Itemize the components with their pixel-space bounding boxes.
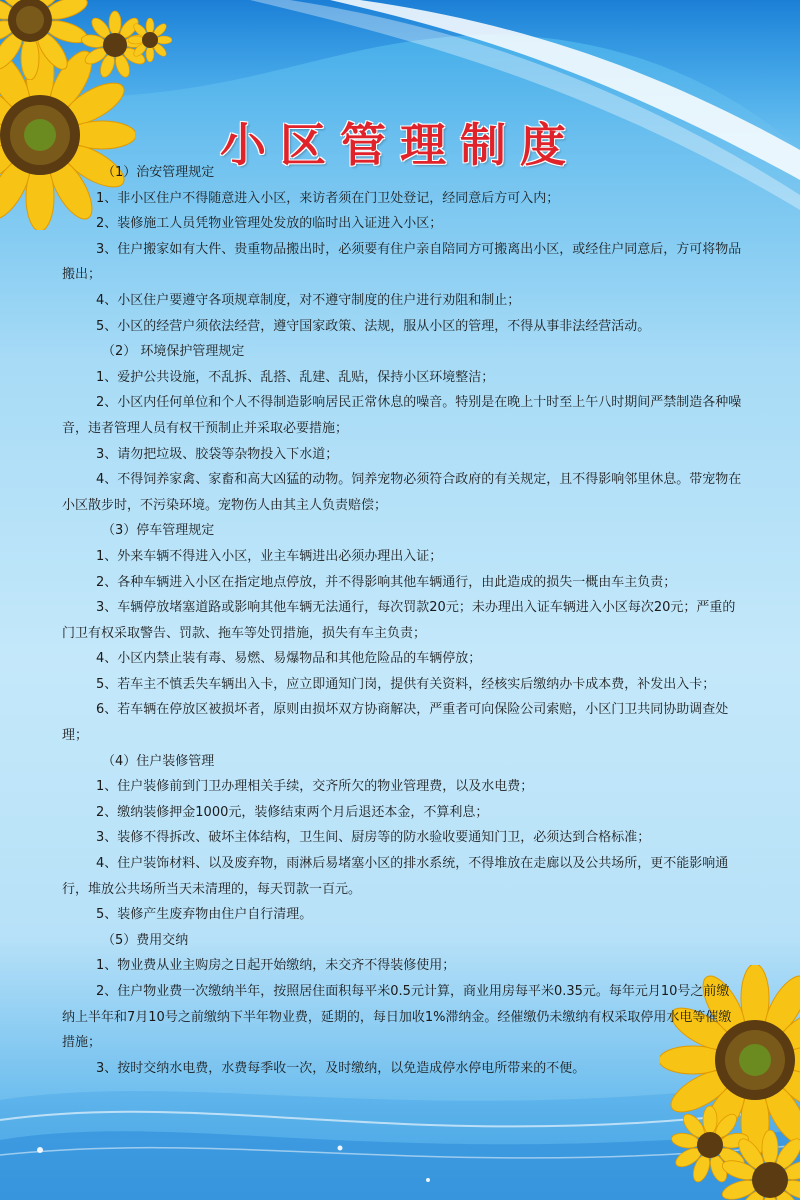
list-item: 2、各种车辆进入小区在指定地点停放，并不得影响其他车辆通行，由此造成的损失一概由车主负责； — [96, 574, 677, 590]
sunflower-icon — [0, 0, 90, 80]
list-item: 3、装修不得拆改、破坏主体结构，卫生间、厨房等的防水验收要通知门卫，必须达到合格标准； — [96, 830, 651, 846]
list-item: 6、若车辆在停放区被损坏者，原则由损坏双方协商解决，严重者可向保险公司索赔，小区门卫共同协助调查处理； — [62, 702, 729, 744]
list-item: 3、车辆停放堵塞道路或影响其他车辆无法通行，每次罚款20元；未办理出入证车辆进入小区每次20元；严重的门卫有权采取警告、罚款、拖车等处罚措施，损失有车主负责； — [62, 600, 736, 641]
section-heading: （4）住户装修管理 — [102, 753, 215, 769]
list-item: 2、装修施工人员凭物业管理处发放的临时出入证进入小区； — [96, 216, 443, 232]
section-heading: （5）费用交纳 — [102, 932, 189, 948]
list-item: 1、外来车辆不得进入小区，业主车辆进出必须办理出入证； — [96, 548, 443, 564]
list-item: 5、小区的经营户须依法经营，遵守国家政策、法规，服从小区的管理，不得从事非法经营活动。 — [96, 318, 651, 334]
list-item: 1、物业费从业主购房之日起开始缴纳，未交齐不得装修使用； — [96, 958, 456, 974]
list-item: 4、不得饲养家禽、家畜和高大凶猛的动物。饲养宠物必须符合政府的有关规定，且不得影响邻里休息。带宠物在小区散步时，不污染环境。宠物伤人由其主人负责赔偿； — [62, 472, 742, 513]
list-item: 3、住户搬家如有大件、贵重物品搬出时，必须要有住户亲自陪同方可搬离出小区，或经住户同意后，方可将物品搬出； — [62, 241, 742, 283]
list-item: 5、若车主不慎丢失车辆出入卡，应立即通知门岗，提供有关资料，经核实后缴纳办卡成本费，补发出入卡； — [96, 676, 716, 692]
list-item: 5、装修产生废弃物由住户自行清理。 — [96, 907, 313, 923]
list-item: 4、小区内禁止装有毒、易燃、易爆物品和其他危险品的车辆停放； — [96, 651, 482, 667]
section-heading: （1）治安管理规定 — [102, 165, 215, 180]
list-item: 1、住户装修前到门卫办理相关手续，交齐所欠的物业管理费，以及水电费； — [96, 779, 534, 795]
list-item: 2、小区内任何单位和个人不得制造影响居民正常休息的噪音。特别是在晚上十时至上午八时期间严禁制造各种噪音，违者管理人员有权干预制止并采取必要措施； — [62, 395, 742, 436]
list-item: 1、爱护公共设施，不乱拆、乱搭、乱建、乱贴，保持小区环境整洁； — [96, 369, 495, 385]
section-heading: （2） 环境保护管理规定 — [102, 344, 245, 360]
list-item: 2、住户物业费一次缴纳半年，按照居住面积每平米0.5元计算，商业用房每平米0.35元。每年元月10号之前缴纳上半年和7月10号之前缴纳下半年物业费，延期的，每日加收1%滞纳金。经催缴仍未缴纳有权采取停用水电等催缴措施； — [62, 984, 732, 1051]
section-heading: （3）停车管理规定 — [102, 523, 215, 539]
regulation-body — [62, 160, 742, 1081]
list-item: 1、非小区住户不得随意进入小区，来访者须在门卫处登记，经同意后方可入内； — [96, 190, 560, 206]
list-item: 3、按时交纳水电费，水费每季收一次，及时缴纳，以免造成停水停电所带来的不便。 — [96, 1060, 586, 1076]
list-item: 3、请勿把垃圾、胶袋等杂物投入下水道； — [96, 446, 339, 462]
sunflower-icon — [128, 18, 172, 62]
sunflower-icon — [720, 1130, 800, 1200]
list-item: 4、住户装饰材料、以及废弃物，雨淋后易堵塞小区的排水系统，不得堆放在走廊以及公共场所，更不能影响通行，堆放公共场所当天未清理的，每天罚款一百元。 — [62, 856, 729, 897]
list-item: 2、缴纳装修押金1000元，装修结束两个月后退还本金，不算利息； — [96, 804, 489, 820]
page-title: 小区管理制度 — [220, 117, 580, 172]
list-item: 4、小区住户要遵守各项规章制度，对不遵守制度的住户进行劝阻和制止； — [96, 292, 521, 308]
